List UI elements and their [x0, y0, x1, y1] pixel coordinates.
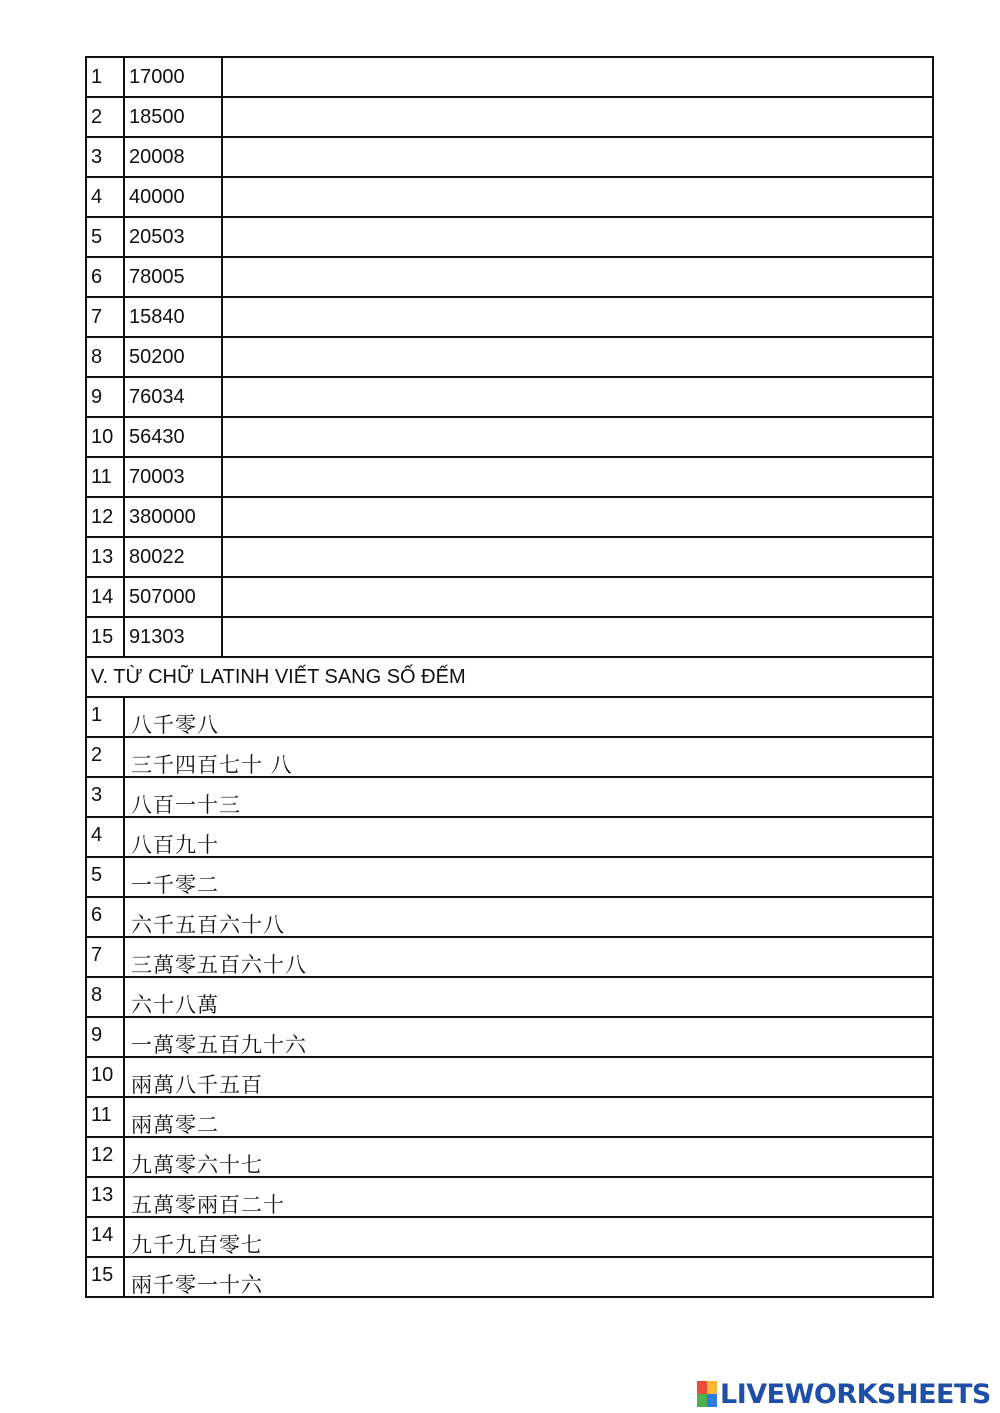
row-number: 9 [87, 1018, 125, 1056]
chinese-numeral-text: 三萬零五百六十八 [131, 953, 307, 977]
chinese-numeral-text: 九萬零六十七 [131, 1153, 263, 1177]
row-number: 15 [87, 618, 125, 656]
chinese-numeral-text: 兩萬八千五百 [131, 1073, 263, 1097]
table-row [85, 938, 934, 978]
table-row [85, 258, 934, 298]
table-row [85, 578, 934, 618]
chinese-numeral-text: 八百九十 [131, 833, 219, 857]
answer-field[interactable] [223, 178, 932, 216]
section-5-rows [85, 698, 934, 1298]
number-value: 20008 [125, 138, 223, 176]
number-value: 380000 [125, 498, 223, 536]
answer-field[interactable] [223, 338, 932, 376]
table-row [85, 978, 934, 1018]
row-number: 1 [87, 698, 125, 736]
row-number: 3 [87, 138, 125, 176]
row-number: 4 [87, 818, 125, 856]
answer-field[interactable] [223, 418, 932, 456]
table-row [85, 738, 934, 778]
number-value: 20503 [125, 218, 223, 256]
chinese-numeral-text: 九千九百零七 [131, 1233, 263, 1257]
chinese-numeral-text: 六十八萬 [131, 993, 219, 1017]
table-row [85, 778, 934, 818]
answer-field[interactable] [223, 138, 932, 176]
table-row [85, 1058, 934, 1098]
chinese-numeral-text: 一萬零五百九十六 [131, 1033, 307, 1057]
row-number: 14 [87, 1218, 125, 1256]
liveworksheets-logo-icon [697, 1381, 717, 1407]
table-row [85, 1018, 934, 1058]
table-row [85, 218, 934, 258]
row-number: 11 [87, 458, 125, 496]
row-number: 1 [87, 58, 125, 96]
table-row [85, 898, 934, 938]
chinese-numeral-text: 八千零八 [131, 713, 219, 737]
table-row [85, 1218, 934, 1258]
table-row [85, 618, 934, 658]
section-5-title: V. TỪ CHỮ LATINH VIẾT SANG SỐ ĐẾM [91, 666, 466, 688]
number-value: 78005 [125, 258, 223, 296]
table-row [85, 1178, 934, 1218]
section-4-rows [85, 56, 934, 658]
row-number: 7 [87, 938, 125, 976]
answer-field[interactable] [223, 618, 932, 656]
row-number: 15 [87, 1258, 125, 1296]
answer-field[interactable] [223, 258, 932, 296]
row-number: 8 [87, 978, 125, 1016]
row-number: 13 [87, 1178, 125, 1216]
row-number: 4 [87, 178, 125, 216]
table-row [85, 298, 934, 338]
table-row [85, 858, 934, 898]
row-number: 10 [87, 418, 125, 456]
number-value: 70003 [125, 458, 223, 496]
chinese-numeral-text: 五萬零兩百二十 [131, 1193, 285, 1217]
worksheet-table [85, 56, 934, 1298]
table-row [85, 138, 934, 178]
table-row [85, 56, 934, 98]
answer-field[interactable] [223, 218, 932, 256]
table-row [85, 1098, 934, 1138]
chinese-numeral-text: 三千四百七十 八 [131, 753, 293, 777]
number-value: 40000 [125, 178, 223, 216]
answer-field[interactable] [223, 298, 932, 336]
chinese-numeral-text: 一千零二 [131, 873, 219, 897]
number-value: 18500 [125, 98, 223, 136]
row-number: 11 [87, 1098, 125, 1136]
row-number: 2 [87, 98, 125, 136]
table-row [85, 378, 934, 418]
table-row [85, 98, 934, 138]
table-row [85, 698, 934, 738]
number-value: 56430 [125, 418, 223, 456]
number-value: 91303 [125, 618, 223, 656]
row-number: 3 [87, 778, 125, 816]
answer-field[interactable] [223, 458, 932, 496]
table-row [85, 1258, 934, 1298]
chinese-numeral-text: 兩千零一十六 [131, 1273, 263, 1297]
table-row [85, 458, 934, 498]
table-row [85, 538, 934, 578]
row-number: 7 [87, 298, 125, 336]
section-5-header-row [85, 658, 934, 698]
number-value: 507000 [125, 578, 223, 616]
row-number: 5 [87, 858, 125, 896]
row-number: 12 [87, 498, 125, 536]
number-value: 15840 [125, 298, 223, 336]
number-value: 17000 [125, 58, 223, 96]
table-row [85, 1138, 934, 1178]
number-value: 76034 [125, 378, 223, 416]
row-number: 2 [87, 738, 125, 776]
table-row [85, 418, 934, 458]
table-row [85, 338, 934, 378]
number-value: 80022 [125, 538, 223, 576]
chinese-numeral-text: 六千五百六十八 [131, 913, 285, 937]
row-number: 6 [87, 258, 125, 296]
chinese-numeral-text: 八百一十三 [131, 793, 241, 817]
row-number: 12 [87, 1138, 125, 1176]
row-number: 9 [87, 378, 125, 416]
table-row [85, 818, 934, 858]
row-number: 13 [87, 538, 125, 576]
answer-field[interactable] [223, 498, 932, 536]
liveworksheets-brand [697, 1378, 991, 1410]
answer-field[interactable] [223, 98, 932, 136]
chinese-numeral-text: 兩萬零二 [131, 1113, 219, 1137]
row-number: 6 [87, 898, 125, 936]
table-row [85, 498, 934, 538]
answer-field[interactable] [223, 538, 932, 576]
row-number: 14 [87, 578, 125, 616]
number-value: 50200 [125, 338, 223, 376]
table-row [85, 178, 934, 218]
answer-field[interactable] [223, 378, 932, 416]
answer-field[interactable] [223, 578, 932, 616]
row-number: 8 [87, 338, 125, 376]
row-number: 5 [87, 218, 125, 256]
answer-field[interactable] [223, 58, 932, 96]
row-number: 10 [87, 1058, 125, 1096]
brand-text: LIVEWORKSHEETS [720, 1378, 991, 1410]
